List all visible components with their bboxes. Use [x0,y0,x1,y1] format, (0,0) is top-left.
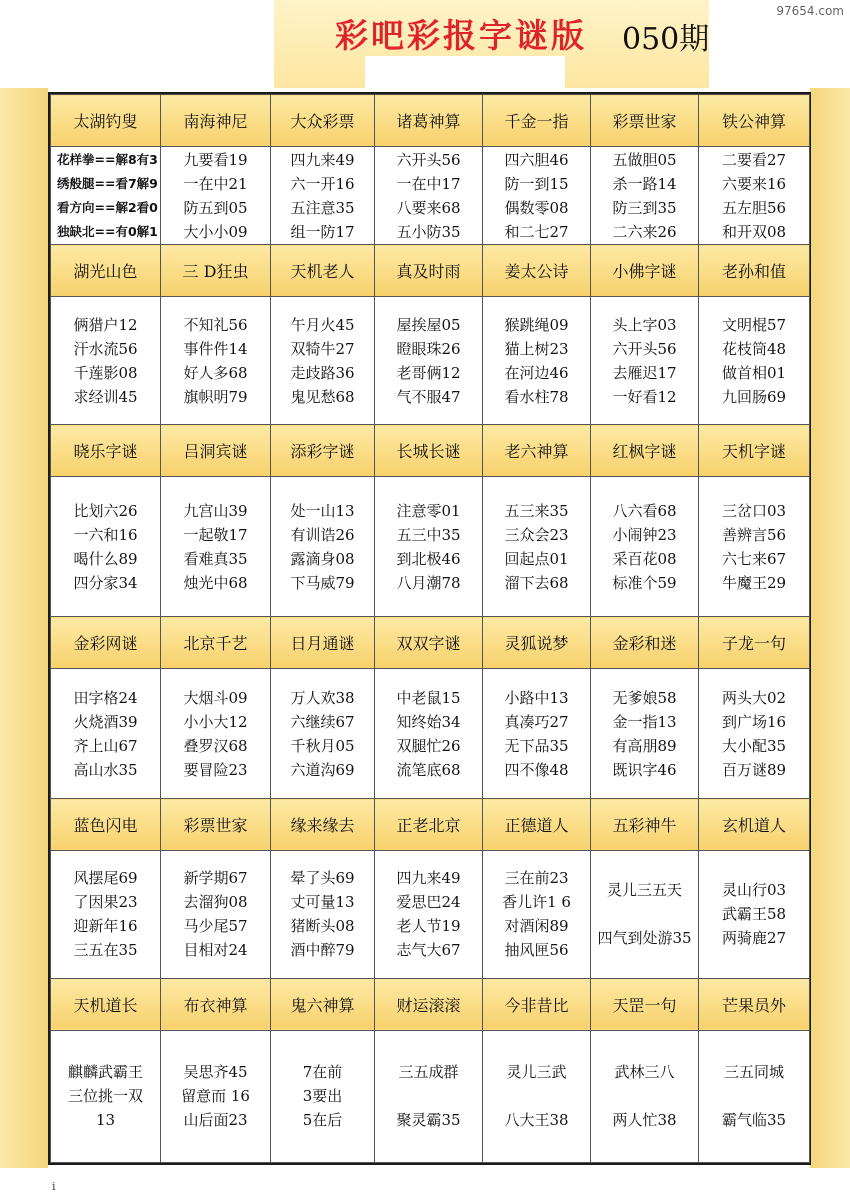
prediction-line: 事件件14 [183,339,248,358]
prediction-line: 新学期67 [183,869,248,888]
prediction-cell [483,669,591,799]
prediction-line: 霸气临35 [721,1111,787,1130]
prediction-cell [51,850,161,978]
prediction-line: 注意零01 [396,501,461,520]
prediction-cell [375,669,483,799]
prediction-cell [161,146,271,245]
prediction-line: 三众会23 [504,525,569,544]
prediction-line: 火烧酒39 [73,712,138,731]
prediction-cell [591,669,699,799]
prediction-line: 六开头56 [396,150,461,169]
issue-number: 050期 [622,22,710,57]
prediction-cell [375,850,483,978]
prediction-line: 九要看19 [183,150,248,169]
source-name-cell: 蓝色闪电 [51,799,161,851]
prediction-line: 处一山13 [290,501,355,520]
source-name-cell: 天罡一句 [591,978,699,1030]
line-gap [591,1084,698,1108]
prediction-line: 牛魔王29 [721,573,787,592]
prediction-line: 和二七27 [504,222,569,241]
prediction-line: 标准个59 [612,573,677,592]
source-name-cell: 千金一指 [483,95,591,147]
source-name-cell: 天机老人 [271,245,375,297]
source-name-cell: 金彩和迷 [591,617,699,669]
source-name-cell: 玄机道人 [699,799,810,851]
source-name-cell: 大众彩票 [271,95,375,147]
prediction-line: 两人忙38 [612,1111,677,1130]
prediction-line: 无下品35 [504,736,569,755]
prediction-line: 一好看12 [612,387,677,406]
source-name-cell: 正德道人 [483,799,591,851]
prediction-cell [271,146,375,245]
source-name-cell: 鬼六神算 [271,978,375,1030]
prediction-cell [699,669,810,799]
prediction-line: 善辨言56 [721,525,787,544]
prediction-line: 和开双08 [721,222,787,241]
prediction-line: 文明棍57 [721,315,787,334]
prediction-line: 目相对24 [183,941,248,960]
prediction-line: 千秋月05 [290,736,355,755]
prediction-line: 晕了头69 [290,869,355,888]
prediction-cell [483,477,591,617]
source-name-cell: 铁公神算 [699,95,810,147]
source-name-cell: 添彩字谜 [271,425,375,477]
prediction-line: 四九来49 [290,150,355,169]
prediction-line: 回起点01 [504,549,569,568]
prediction-line: 金一指13 [612,712,677,731]
prediction-line: 吴思齐45 [183,1063,248,1082]
left-decor-band [0,88,48,1168]
line-gap [591,902,698,926]
prediction-line: 五左胆56 [721,198,787,217]
prediction-row [51,477,810,617]
prediction-line: 三在前23 [504,869,569,888]
prediction-cell [161,669,271,799]
prediction-line: 无爹娘58 [612,688,677,707]
source-name-cell: 天机字谜 [699,425,810,477]
prediction-line: 五注意35 [290,198,355,217]
prediction-line: 知终始34 [396,712,461,731]
source-name-cell: 今非昔比 [483,978,591,1030]
prediction-line: 千莲影08 [73,363,138,382]
prediction-line: 小路中13 [504,688,569,707]
prediction-cell [271,477,375,617]
prediction-line: 武霸王58 [721,905,787,924]
source-name-cell: 五彩神牛 [591,799,699,851]
prediction-line: 四气到处游35 [597,929,692,948]
prediction-line: 大烟斗09 [183,688,248,707]
prediction-line: 大小小09 [183,222,248,241]
prediction-line: 喝什么89 [73,549,138,568]
prediction-cell [375,297,483,425]
prediction-line: 5在后 [302,1111,343,1130]
prediction-cell [591,850,699,978]
prediction-line: 五小防35 [396,222,461,241]
prediction-line: 3要出 [302,1087,343,1106]
prediction-line: 丈可量13 [290,893,355,912]
prediction-line: 旗帜明79 [183,387,248,406]
prediction-line: 麒麟武霸王 [67,1063,143,1082]
prediction-cell [161,850,271,978]
prediction-line: 汗水流56 [73,339,138,358]
prediction-line: 五三来35 [504,501,569,520]
prediction-line: 三五成群 [398,1063,459,1082]
source-name-cell: 南海神尼 [161,95,271,147]
prediction-line: 俩猎户12 [73,315,138,334]
prediction-line: 两骑鹿27 [721,929,787,948]
source-name-cell: 财运滚滚 [375,978,483,1030]
prediction-line: 去溜狗08 [183,893,248,912]
source-name-cell: 布衣神算 [161,978,271,1030]
prediction-cell [591,146,699,245]
prediction-line: 一在中21 [183,174,248,193]
prediction-cell [51,669,161,799]
prediction-line: 马少尾57 [183,917,248,936]
prediction-line: 屋挨屋05 [396,315,461,334]
prediction-line: 八六看68 [612,501,677,520]
prediction-cell [699,850,810,978]
prediction-line: 在河边46 [504,363,569,382]
prediction-line: 灵儿三武 [506,1063,567,1082]
source-name-cell: 姜太公诗 [483,245,591,297]
prediction-cell [375,146,483,245]
prediction-line: 叠罗汉68 [183,736,248,755]
prediction-line: 五做胆05 [612,150,677,169]
prediction-line: 猪断头08 [290,917,355,936]
prediction-cell [51,477,161,617]
prediction-line: 有高朋89 [612,736,677,755]
source-name-cell: 北京千艺 [161,617,271,669]
prediction-line: 万人欢38 [290,688,355,707]
prediction-line: 爱思巴24 [396,893,461,912]
prediction-line: 不知礼56 [183,315,248,334]
prediction-line: 六七来67 [721,549,787,568]
prediction-line: 六继续67 [290,712,355,731]
prediction-cell [699,297,810,425]
prediction-cell [271,1030,375,1162]
prediction-line: 六一开16 [290,174,355,193]
line-gap [375,1084,482,1108]
prediction-cell [483,1030,591,1162]
source-name-cell: 真及时雨 [375,245,483,297]
prediction-cell [51,297,161,425]
source-name-cell: 长城长谜 [375,425,483,477]
prediction-row [51,669,810,799]
prediction-line: 三五同城 [723,1063,784,1082]
header-row [51,799,810,851]
prediction-line: 看方向==解2看0 [57,199,158,215]
prediction-line: 齐上山67 [73,736,138,755]
source-name-cell: 日月通谜 [271,617,375,669]
prediction-line: 下马威79 [290,573,355,592]
line-gap [483,1084,590,1108]
prediction-line: 三岔口03 [721,501,787,520]
prediction-line: 防五到05 [183,198,248,217]
prediction-line: 中老鼠15 [396,688,461,707]
prediction-line: 老人节19 [396,917,461,936]
prediction-line: 田字格24 [73,688,138,707]
prediction-line: 看难真35 [183,549,248,568]
prediction-line: 气不服47 [396,387,461,406]
riddle-table-frame [48,92,811,1165]
prediction-line: 有训诰26 [290,525,355,544]
prediction-line: 抽风匣56 [504,941,569,960]
prediction-line: 三位挑一双 [67,1087,143,1106]
prediction-cell [271,297,375,425]
prediction-cell [161,297,271,425]
source-name-cell: 吕洞宾谜 [161,425,271,477]
prediction-line: 四分家34 [73,573,138,592]
prediction-line: 老哥俩12 [396,363,461,382]
prediction-line: 到北极46 [396,549,461,568]
prediction-line: 看水柱78 [504,387,569,406]
prediction-line: 猴跳绳09 [504,315,569,334]
prediction-line: 独缺北==有0解1 [57,223,158,239]
prediction-cell [699,477,810,617]
prediction-line: 要冒险23 [183,760,248,779]
prediction-line: 山后面23 [183,1111,248,1130]
prediction-cell [699,146,810,245]
prediction-cell [161,1030,271,1162]
prediction-line: 杀一路14 [612,174,677,193]
header-blank-area [365,56,565,88]
prediction-cell [271,669,375,799]
source-name-cell: 彩票世家 [591,95,699,147]
prediction-line: 聚灵霸35 [396,1111,461,1130]
prediction-cell [483,146,591,245]
prediction-line: 好人多68 [183,363,248,382]
prediction-line: 一起敬17 [183,525,248,544]
source-name-cell: 三 D狂虫 [161,245,271,297]
prediction-line: 二要看27 [721,150,787,169]
page-corner-mark: i [52,1180,56,1193]
source-name-cell: 诸葛神算 [375,95,483,147]
source-name-cell: 老孙和值 [699,245,810,297]
prediction-line: 溜下去68 [504,573,569,592]
prediction-cell [591,297,699,425]
prediction-line: 防三到35 [612,198,677,217]
prediction-line: 双犄牛27 [290,339,355,358]
source-name-cell: 双双字谜 [375,617,483,669]
prediction-cell [483,850,591,978]
prediction-line: 求经训45 [73,387,138,406]
prediction-line: 六道沟69 [290,760,355,779]
prediction-cell [51,146,161,245]
prediction-line: 四不像48 [504,760,569,779]
source-name-cell: 正老北京 [375,799,483,851]
prediction-row [51,146,810,245]
prediction-line: 二六来26 [612,222,677,241]
prediction-line: 头上字03 [612,315,677,334]
riddle-table [50,94,810,1163]
prediction-line: 露滴身08 [290,549,355,568]
prediction-line: 绣般腿==看7解9 [57,175,158,191]
source-name-cell: 子龙一句 [699,617,810,669]
prediction-line: 两头大02 [721,688,787,707]
prediction-line: 五三中35 [396,525,461,544]
source-name-cell: 芒果员外 [699,978,810,1030]
prediction-line: 九宫山39 [183,501,248,520]
prediction-line: 小小大12 [183,712,248,731]
prediction-line: 防一到15 [504,174,569,193]
prediction-line: 百万谜89 [721,760,787,779]
source-name-cell: 太湖钓叟 [51,95,161,147]
prediction-line: 7在前 [302,1063,343,1082]
prediction-line: 大小配35 [721,736,787,755]
source-name-cell: 红枫字谜 [591,425,699,477]
prediction-line: 流笔底68 [396,760,461,779]
page-title: 彩吧彩报字谜版 [335,16,587,55]
source-name-cell: 天机道长 [51,978,161,1030]
source-name-cell: 灵狐说梦 [483,617,591,669]
prediction-cell [375,477,483,617]
prediction-row [51,297,810,425]
prediction-line: 对酒闲89 [504,917,569,936]
prediction-line: 比划六26 [73,501,138,520]
prediction-cell [591,1030,699,1162]
prediction-line: 走歧路36 [290,363,355,382]
prediction-line: 到广场16 [721,712,787,731]
source-name-cell: 小佛字谜 [591,245,699,297]
prediction-cell [375,1030,483,1162]
prediction-line: 偶数零08 [504,198,569,217]
prediction-line: 香儿许1 6 [502,893,571,912]
prediction-line: 花枝筒48 [721,339,787,358]
right-decor-band [810,88,850,1168]
header-row [51,245,810,297]
prediction-line: 双腿忙26 [396,736,461,755]
prediction-line: 去雁迟17 [612,363,677,382]
prediction-line: 鬼见愁68 [290,387,355,406]
prediction-cell [591,477,699,617]
prediction-cell [271,850,375,978]
prediction-line: 真凑巧27 [504,712,569,731]
prediction-row [51,1030,810,1162]
prediction-line: 采百花08 [612,549,677,568]
prediction-line: 迎新年16 [73,917,138,936]
prediction-cell [483,297,591,425]
prediction-line: 午月火45 [290,315,355,334]
header-row [51,978,810,1030]
prediction-line: 了因果23 [73,893,138,912]
prediction-line: 六要来16 [721,174,787,193]
prediction-line: 风摆尾69 [73,869,138,888]
prediction-line: 瞪眼珠26 [396,339,461,358]
source-name-cell: 彩票世家 [161,799,271,851]
prediction-line: 一在中17 [396,174,461,193]
prediction-line: 八要来68 [396,198,461,217]
prediction-cell [699,1030,810,1162]
source-name-cell: 缘来缘去 [271,799,375,851]
source-name-cell: 晓乐字谜 [51,425,161,477]
header-row [51,425,810,477]
prediction-line: 酒中醉79 [290,941,355,960]
prediction-line: 灵儿三五天 [606,881,682,900]
prediction-line: 四九来49 [396,869,461,888]
prediction-line: 六开头56 [612,339,677,358]
prediction-cell [161,477,271,617]
prediction-line: 三五在35 [73,941,138,960]
prediction-line: 小闹钟23 [612,525,677,544]
source-name-cell: 老六神算 [483,425,591,477]
prediction-line: 武林三八 [614,1063,675,1082]
prediction-line: 灵山行03 [721,881,787,900]
prediction-line: 一六和16 [73,525,138,544]
source-name-cell: 湖光山色 [51,245,161,297]
prediction-row [51,850,810,978]
line-gap [699,1084,809,1108]
prediction-line: 高山水35 [73,760,138,779]
header-row [51,95,810,147]
prediction-line: 猫上树23 [504,339,569,358]
source-name-cell: 金彩网谜 [51,617,161,669]
prediction-line: 留意而 16 [181,1087,250,1106]
prediction-line: 九回肠69 [721,387,787,406]
prediction-line: 志气大67 [396,941,461,960]
prediction-line: 烛光中68 [183,573,248,592]
header-row [51,617,810,669]
prediction-line: 既识字46 [612,760,677,779]
prediction-line: 做首相01 [721,363,787,382]
site-watermark: 97654.com [776,4,844,18]
prediction-line: 八大王38 [504,1111,569,1130]
prediction-line: 13 [95,1111,116,1130]
prediction-line: 花样拳==解8有3 [57,151,158,167]
prediction-line: 四六胆46 [504,150,569,169]
prediction-cell [51,1030,161,1162]
prediction-line: 八月潮78 [396,573,461,592]
prediction-line: 组一防17 [290,222,355,241]
